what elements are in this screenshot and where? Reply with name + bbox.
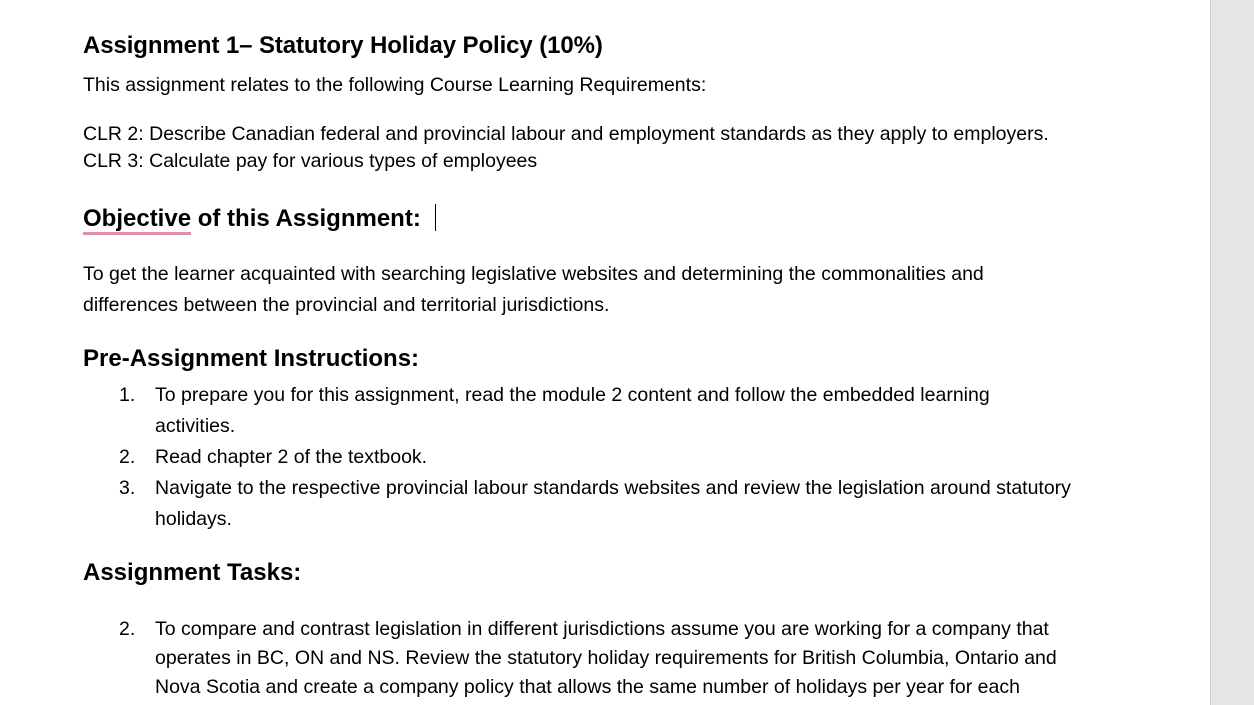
list-item-line: activities.: [155, 415, 236, 437]
list-number: 3.: [119, 477, 136, 499]
list-item-line: holidays.: [155, 508, 232, 530]
clr-2-text: CLR 2: Describe Canadian federal and provincial labour and employment standards as they apply to employers.: [83, 123, 1049, 145]
objective-heading: [83, 204, 436, 233]
list-number: 2.: [119, 618, 136, 640]
list-item: [119, 442, 1119, 473]
list-item: [119, 473, 1119, 535]
list-item-line: operates in BC, ON and NS. Review the statutory holiday requirements for British Columbia, Ontario and: [155, 647, 1057, 669]
pre-assignment-heading: Pre-Assignment Instructions:: [83, 345, 420, 372]
objective-line-2: differences between the provincial and territorial jurisdictions.: [83, 294, 610, 316]
pre-assignment-list: [119, 380, 1119, 535]
list-item-line: To compare and contrast legislation in different jurisdictions assume you are working for a company that: [155, 618, 1049, 640]
assignment-title: Assignment 1– Statutory Holiday Policy (10%): [83, 32, 603, 59]
list-item: [119, 615, 1119, 702]
list-item-line: Nova Scotia and create a company policy that allows the same number of holidays per year for each: [155, 676, 1020, 698]
text-cursor: [435, 204, 436, 231]
intro-text: This assignment relates to the following Course Learning Requirements:: [83, 74, 707, 96]
list-item-line: To prepare you for this assignment, read the module 2 content and follow the embedded learning: [155, 384, 990, 406]
spelling-flag-word[interactable]: Objective: [83, 205, 192, 232]
list-number: 1.: [119, 384, 136, 406]
list-item: [119, 380, 1119, 442]
assignment-tasks-list: [119, 615, 1119, 702]
objective-heading-rest: of this Assignment:: [191, 205, 421, 232]
clr-3-text: CLR 3: Calculate pay for various types of employees: [83, 150, 538, 172]
page-margin-area: [1210, 0, 1254, 705]
list-item-line: Read chapter 2 of the textbook.: [155, 446, 428, 468]
list-number: 2.: [119, 446, 136, 468]
assignment-tasks-heading: Assignment Tasks:: [83, 559, 302, 586]
list-item-line: Navigate to the respective provincial labour standards websites and review the legislation around statutory: [155, 477, 1071, 499]
objective-line-1: To get the learner acquainted with searching legislative websites and determining the commonalities and: [83, 263, 984, 285]
